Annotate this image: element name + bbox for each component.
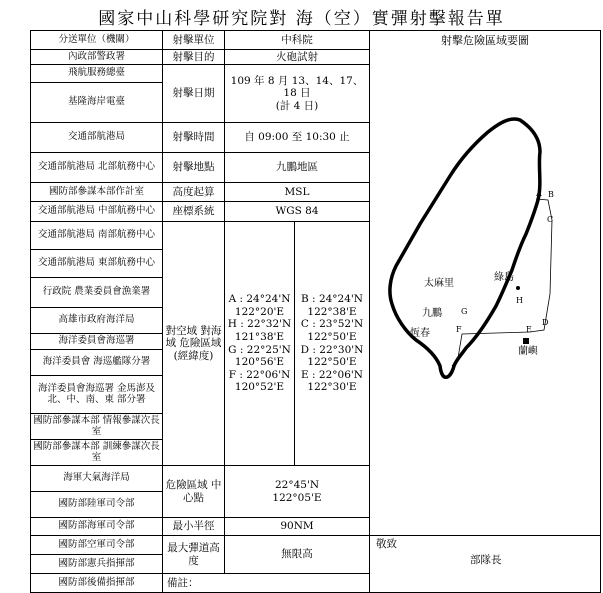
unit-cell-7: 交通部航港局 中部航務中心	[31, 202, 163, 222]
height-value: 無限高	[225, 536, 370, 574]
time-value: 自 09:00 至 10:30 止	[225, 123, 370, 153]
point-f: F	[456, 324, 462, 334]
point-a: A	[536, 188, 542, 198]
point-b: B	[548, 189, 554, 199]
greeting: 敬致	[376, 538, 397, 550]
point-b-coords: B : 24°24'N 122°38'E	[301, 293, 363, 318]
center-label: 危險區域 中心點	[163, 466, 225, 518]
zone-label: 對空域 對海域 危險區域 (經緯度)	[163, 222, 225, 466]
unit-cell-20: 國防部空軍司令部	[31, 536, 163, 555]
label-hengchun: 恆春	[410, 327, 430, 339]
radius-value: 90NM	[225, 518, 370, 536]
point-h-coords: H : 22°32'N 121°38'E	[227, 318, 292, 343]
alt-value: MSL	[225, 183, 370, 202]
unit-cell-9: 交通部航港局 東部航務中心	[31, 250, 163, 278]
label-taimali: 太麻里	[424, 277, 454, 289]
center-value	[225, 466, 370, 518]
unit-cell-12: 海洋委員會海巡署	[31, 334, 163, 350]
zone-points-left	[225, 222, 295, 466]
label-lanyu: 蘭嶼	[518, 345, 538, 357]
coord-label: 座標系統	[163, 202, 225, 222]
unit-cell-14: 海洋委員會海巡署 金馬澎及北、中、南、東 部分署	[31, 376, 163, 414]
point-c: C	[547, 214, 554, 224]
zone-points-right	[295, 222, 370, 466]
point-e-coords: E : 22°06'N 122°30'E	[301, 368, 363, 394]
label-jiupeng: 九鵬	[422, 307, 442, 319]
unit-cell-18: 國防部陸軍司令部	[31, 492, 163, 518]
place-value: 九鵬地區	[225, 153, 370, 183]
date-line-3: (計 4 日)	[275, 99, 319, 112]
unit-cell-5: 交通部航港局 北部航務中心	[31, 153, 163, 183]
map-cell	[370, 31, 601, 536]
date-line-1: 109 年 8 月 13、14、17、	[230, 75, 364, 88]
place-label: 射擊地點	[163, 153, 225, 183]
point-g: G	[461, 306, 468, 316]
unit-cell-13: 海洋委員會 海巡艦隊分署	[31, 350, 163, 376]
unit-cell-15: 國防部參謀本部 情報參謀次長室	[31, 414, 163, 440]
report-table	[30, 30, 601, 593]
point-d-coords: D : 22°30'N 122°50'E	[300, 343, 364, 369]
report-title: 國家中山科學研究院對 海（空）實彈射擊報告單	[98, 9, 505, 29]
lvdao-mark	[516, 286, 520, 290]
date-line-2: 18 日	[283, 87, 311, 100]
unit-cell-21: 國防部憲兵指揮部	[31, 555, 163, 574]
commander: 部隊長	[470, 554, 502, 567]
unit-label: 射擊單位	[163, 31, 225, 50]
label-lvdao: 綠島	[494, 271, 514, 283]
purpose-label: 射擊目的	[163, 50, 225, 65]
point-e: E	[526, 324, 532, 334]
unit-cell-0: 分送單位（機關）	[31, 31, 163, 50]
unit-value: 中科院	[225, 31, 370, 50]
map-title: 射擊危險區域要圖	[441, 34, 529, 47]
coord-value: WGS 84	[225, 202, 370, 222]
signature-cell	[370, 536, 601, 593]
remarks-label: 備註：	[163, 574, 370, 593]
unit-cell-11: 高雄市政府海洋局	[31, 308, 163, 334]
danger-zone-map	[370, 48, 600, 408]
time-label: 射擊時間	[163, 123, 225, 153]
unit-cell-6: 國防部參謀本部作計室	[31, 183, 163, 202]
unit-cell-3: 基隆海岸電臺	[31, 83, 163, 123]
unit-cell-22: 國防部後備指揮部	[31, 574, 163, 593]
lanyu-mark	[523, 338, 529, 344]
point-g-coords: G : 22°25'N 120°56'E	[228, 343, 291, 369]
point-c-coords: C : 23°52'N 122°50'E	[300, 318, 364, 343]
date-label: 射擊日期	[163, 65, 225, 123]
unit-cell-1: 內政部警政署	[31, 50, 163, 65]
point-h: H	[516, 295, 523, 305]
point-a-coords: A : 24°24'N 122°20'E	[228, 293, 291, 318]
unit-cell-10: 行政院 農業委員會漁業署	[31, 278, 163, 308]
unit-cell-17: 海軍大氣海洋局	[31, 466, 163, 492]
center-lat: 22°45'N	[274, 479, 320, 492]
purpose-value: 火砲試射	[225, 50, 370, 65]
alt-label: 高度起算	[163, 183, 225, 202]
unit-cell-4: 交通部航港局	[31, 123, 163, 153]
date-value	[225, 65, 370, 123]
point-f-coords: F : 22°06'N 120°52'E	[228, 368, 291, 394]
point-d: D	[542, 317, 549, 327]
radius-label: 最小半徑	[163, 518, 225, 536]
center-lon: 122°05'E	[272, 491, 322, 504]
unit-cell-16: 國防部參謀本部 訓練參謀次長室	[31, 440, 163, 466]
unit-cell-8: 交通部航港局 南部航務中心	[31, 222, 163, 250]
height-label: 最大彈道高度	[163, 536, 225, 574]
unit-cell-2: 飛航服務總臺	[31, 65, 163, 83]
unit-cell-19: 國防部海軍司令部	[31, 518, 163, 536]
